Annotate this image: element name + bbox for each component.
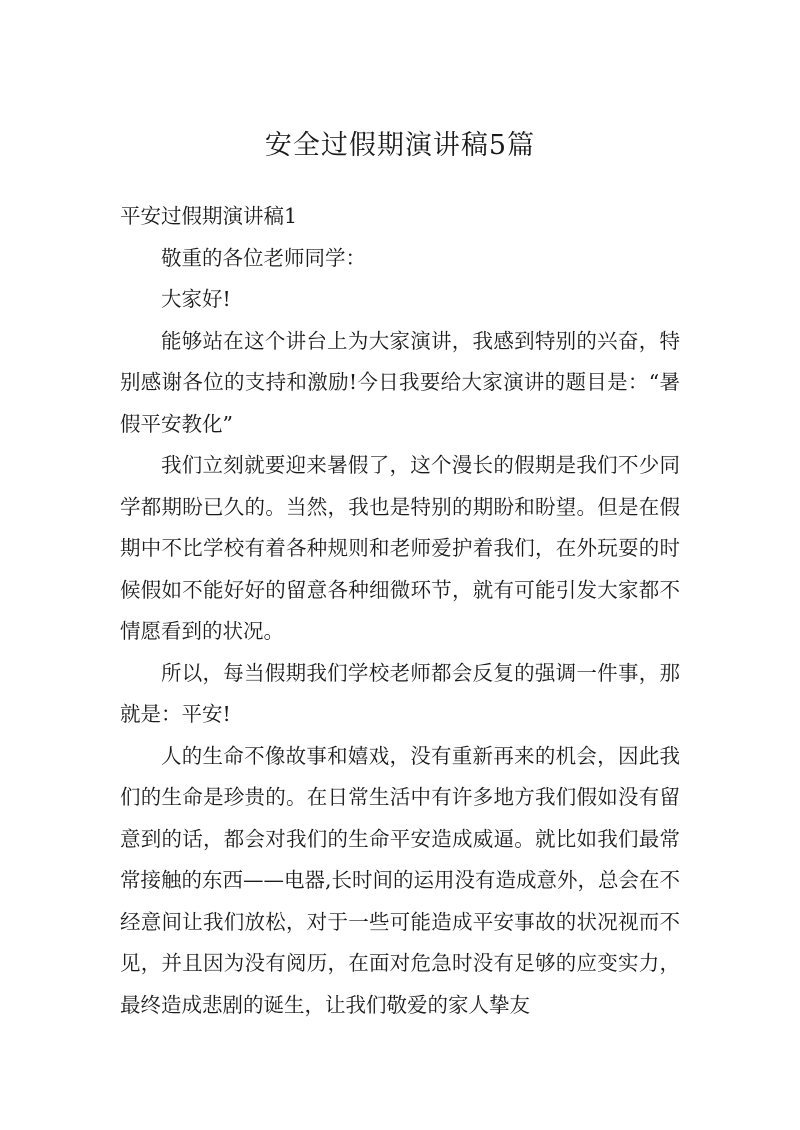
section-heading: 平安过假期演讲稿1	[120, 204, 298, 228]
paragraph-intro: 能够站在这个讲台上为大家演讲，我感到特别的兴奋，特别感谢各位的支持和激励!今日我要给大家演讲的题目是：“暑假平安教化”	[120, 328, 680, 436]
paragraph-vacation: 我们立刻就要迎来暑假了，这个漫长的假期是我们不少同学都期盼已久的。当然，我也是特别的期盼和盼望。但是在假期中不比学校有着各种规则和老师爱护着我们，在外玩耍的时候假如不能好好的留意各种细微环节，就有可能引发大家都不情愿看到的状况。	[120, 453, 680, 643]
paragraph-safety: 所以，每当假期我们学校老师都会反复的强调一件事，那就是：平安!	[120, 660, 680, 726]
paragraph-hello: 大家好!	[161, 287, 231, 311]
document-title: 安全过假期演讲稿5篇	[264, 130, 536, 161]
paragraph-greeting: 敬重的各位老师同学：	[161, 245, 366, 270]
document-body	[120, 196, 680, 1026]
paragraph-life: 人的生命不像故事和嬉戏，没有重新再来的机会，因此我们的生命是珍贵的。在日常生活中有许多地方我们假如没有留意到的话，都会对我们的生命平安造成威逼。就比如我们最常常接触的东西——电器,长时间的运用没有造成意外，总会在不经意间让我们放松，对于一些可能造成平安事故的状况视而不见，并且因为没有阅历，在面对危急时没有足够的应变实力，最终造成悲剧的诞生，让我们敬爱的家人挚友	[120, 743, 681, 1017]
